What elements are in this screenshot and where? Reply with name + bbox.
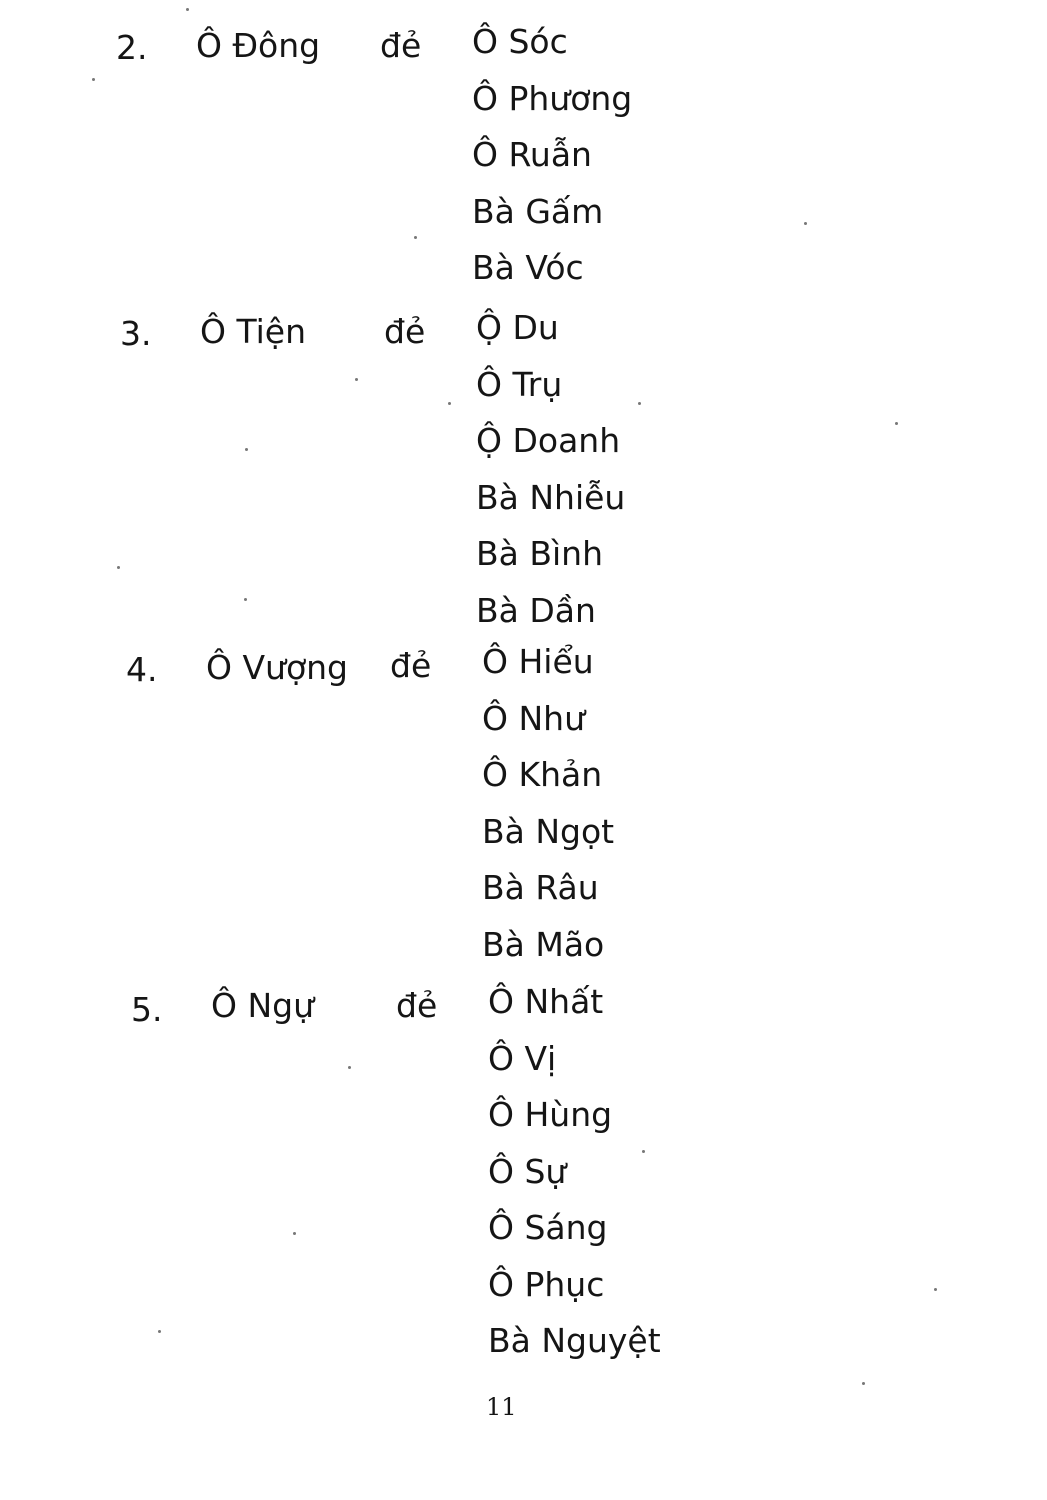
child-name: Ô Ruẫn xyxy=(472,135,592,174)
scan-speck xyxy=(934,1288,937,1291)
child-name: Ô Khản xyxy=(482,755,603,794)
page-number: 11 xyxy=(486,1393,517,1421)
child-name: Ộ Du xyxy=(476,308,559,347)
child-name: Bà Bình xyxy=(476,534,603,573)
entry-number: 4. xyxy=(126,650,158,689)
scan-speck xyxy=(414,236,417,239)
entry-verb: đẻ xyxy=(396,986,438,1025)
scan-speck xyxy=(638,402,641,405)
scan-speck xyxy=(244,598,247,601)
child-name: Ô Vị xyxy=(488,1038,557,1078)
children-list xyxy=(482,642,614,981)
entry-verb: đẻ xyxy=(384,312,426,351)
scan-speck xyxy=(158,1330,161,1333)
child-name: Ô Sự xyxy=(488,1151,567,1191)
child-name: Bà Nguyệt xyxy=(488,1321,661,1360)
child-name: Ô Sóc xyxy=(472,22,568,61)
child-name: Ô Trụ xyxy=(476,364,563,404)
entry-verb: đẻ xyxy=(390,646,432,685)
child-name: Ô Sáng xyxy=(488,1208,608,1247)
scan-speck xyxy=(186,8,189,11)
children-list xyxy=(472,22,632,305)
children-list xyxy=(476,308,625,647)
entry-parent-name: Ô Tiện xyxy=(200,312,306,351)
child-name: Ộ Doanh xyxy=(476,421,621,460)
scan-speck xyxy=(117,566,120,569)
scan-speck xyxy=(245,448,248,451)
scan-speck xyxy=(862,1382,865,1385)
child-name: Ô Hiểu xyxy=(482,642,594,681)
child-name: Ô Nhất xyxy=(488,982,604,1021)
entry-parent-name: Ô Đông xyxy=(196,26,321,65)
child-name: Ô Phục xyxy=(488,1264,605,1304)
entry-number: 3. xyxy=(120,314,152,353)
entry-parent-name: Ô Ngự xyxy=(211,986,315,1025)
child-name: Bà Dần xyxy=(476,590,596,630)
entry-number: 2. xyxy=(116,28,148,67)
scan-speck xyxy=(92,78,95,81)
child-name: Bà Vóc xyxy=(472,248,584,287)
child-name: Ô Phương xyxy=(472,78,633,118)
children-list xyxy=(488,982,661,1378)
scan-speck xyxy=(293,1232,296,1235)
child-name: Bà Râu xyxy=(482,868,599,907)
child-name: Bà Nhiễu xyxy=(476,477,626,517)
child-name: Bà Ngọt xyxy=(482,811,615,851)
scan-speck xyxy=(642,1150,645,1153)
child-name: Ô Hùng xyxy=(488,1095,613,1134)
entry-verb: đẻ xyxy=(380,26,422,65)
child-name: Bà Gấm xyxy=(472,191,604,231)
entry-parent-name: Ô Vượng xyxy=(206,648,349,687)
child-name: Bà Mão xyxy=(482,924,605,964)
child-name: Ô Như xyxy=(482,698,585,738)
scan-speck xyxy=(895,422,898,425)
scan-speck xyxy=(804,222,807,225)
entry-number: 5. xyxy=(131,990,163,1029)
scan-speck xyxy=(348,1066,351,1069)
scan-speck xyxy=(355,378,358,381)
scan-speck xyxy=(448,402,451,405)
